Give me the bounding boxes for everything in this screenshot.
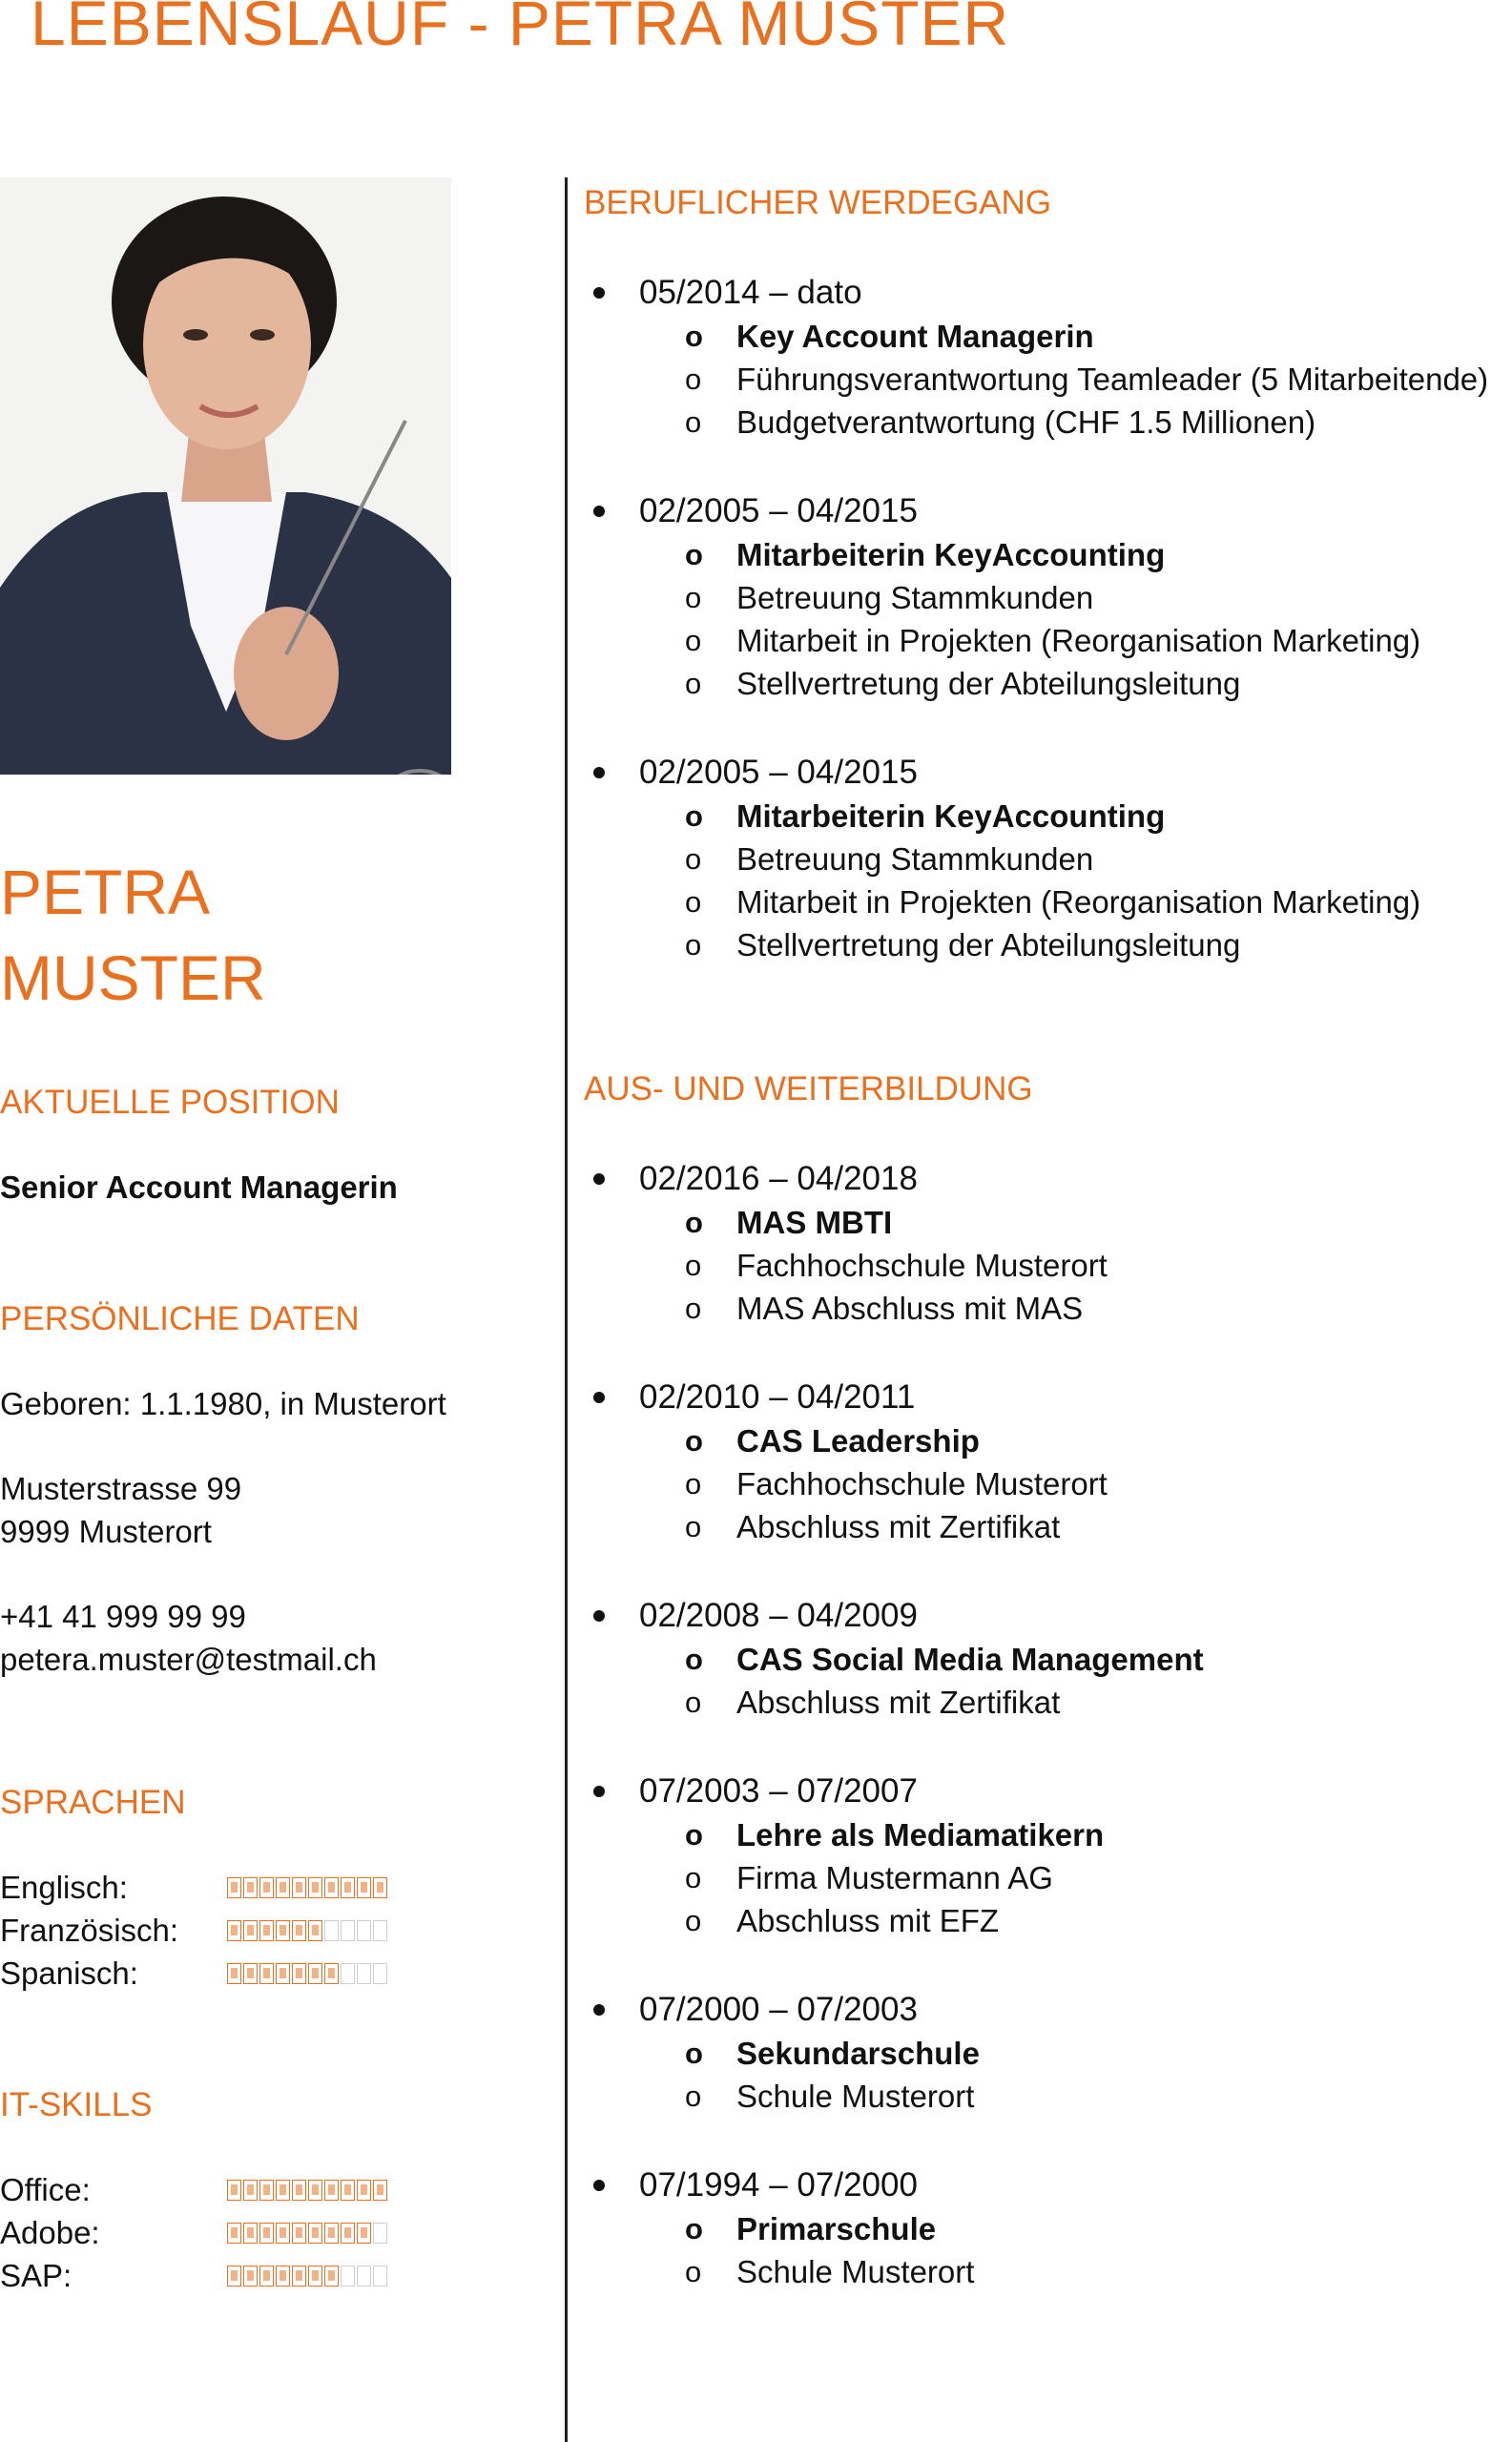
bullet-icon [593, 2004, 605, 2016]
languages-heading: SPRACHEN [0, 1784, 186, 1821]
education-entry [584, 1988, 1509, 2118]
career-date: 05/2014 – dato [639, 274, 862, 311]
education-date-line [584, 1769, 1509, 1813]
education-detail-text: Fachhochschule Musterort [736, 1247, 1108, 1283]
rating-square-icon [259, 1877, 274, 1898]
sub-bullet-icon: o [685, 580, 702, 614]
rating-square-icon [357, 1963, 371, 1984]
rating-square-icon [243, 1877, 258, 1898]
it-skill-label: SAP: [0, 2257, 72, 2293]
rating-square-icon [373, 1963, 387, 1984]
career-detail-text: Mitarbeit in Projekten (Reorganisation Marketing) [736, 883, 1421, 920]
education-detail [584, 1856, 1509, 1899]
name-first: PETRA [0, 857, 211, 927]
rating-square-icon [341, 2266, 355, 2287]
rating-square-icon [243, 1920, 258, 1941]
career-detail [584, 619, 1509, 662]
career-entry [584, 489, 1509, 705]
language-rating [227, 1963, 387, 1984]
sub-bullet-icon: o [685, 623, 702, 657]
career-detail [584, 880, 1509, 923]
education-date: 02/2016 – 04/2018 [639, 1160, 918, 1197]
career-detail-text: Mitarbeit in Projekten (Reorganisation Marketing) [736, 622, 1421, 658]
career-detail-text: Mitarbeiterin KeyAccounting [736, 797, 1166, 834]
rating-square-icon [308, 1963, 322, 1984]
rating-square-icon [227, 1963, 241, 1984]
education-date-line [584, 1157, 1509, 1201]
education-detail [584, 2250, 1509, 2293]
bullet-icon [593, 1173, 605, 1185]
sub-bullet-icon: o [685, 841, 702, 876]
rating-square-icon [276, 1963, 290, 1984]
it-skill-label: Adobe: [0, 2214, 100, 2250]
career-detail-text: Mitarbeiterin KeyAccounting [736, 536, 1166, 572]
language-label: Englisch: [0, 1869, 128, 1905]
position-heading: AKTUELLE POSITION [0, 1084, 340, 1121]
education-entry [584, 1769, 1509, 1942]
career-list [584, 271, 1509, 966]
rating-square-icon [341, 1963, 355, 1984]
rating-square-icon [324, 2266, 339, 2287]
sub-bullet-icon: o [685, 927, 702, 962]
bullet-icon [593, 287, 605, 299]
rating-square-icon [324, 1963, 339, 1984]
career-detail-text: Key Account Managerin [736, 318, 1094, 354]
education-detail [584, 1201, 1509, 1244]
sub-bullet-icon: o [685, 884, 702, 919]
phone: +41 41 999 99 99 [0, 1599, 246, 1634]
rating-square-icon [276, 1877, 290, 1898]
rating-square-icon [292, 2266, 306, 2287]
sub-bullet-icon: o [685, 1291, 702, 1325]
rating-square-icon [357, 2180, 371, 2201]
languages-list [0, 1866, 534, 1995]
rating-square-icon [308, 1877, 322, 1898]
sub-bullet-icon: o [685, 2036, 703, 2070]
rating-square-icon [292, 1963, 306, 1984]
sub-bullet-icon: o [685, 1205, 703, 1239]
city: 9999 Musterort [0, 1514, 212, 1549]
page-title: LEBENSLAUF - PETRA MUSTER [31, 0, 1010, 58]
education-detail-text: Schule Musterort [736, 2253, 975, 2289]
it-skills-list [0, 2168, 534, 2297]
sub-bullet-icon: o [685, 2079, 702, 2113]
rating-square-icon [227, 2266, 241, 2287]
bullet-icon [593, 1392, 605, 1403]
rating-square-icon [341, 2223, 355, 2244]
education-detail [584, 2032, 1509, 2075]
rating-square-icon [259, 2266, 274, 2287]
education-detail-text: Abschluss mit Zertifikat [736, 1508, 1061, 1544]
education-detail-text: Abschluss mit EFZ [736, 1902, 1000, 1938]
education-date-line [584, 1376, 1509, 1419]
sub-bullet-icon: o [685, 666, 702, 700]
rating-square-icon [373, 2223, 387, 2244]
sub-bullet-icon: o [685, 1509, 702, 1543]
career-detail-text: Stellvertretung der Abteilungsleitung [736, 665, 1241, 701]
rating-square-icon [276, 2223, 290, 2244]
education-detail-text: Lehre als Mediamatikern [736, 1816, 1105, 1852]
language-row [0, 1866, 534, 1909]
rating-square-icon [243, 2266, 258, 2287]
education-detail [584, 1287, 1509, 1330]
sub-bullet-icon: o [685, 798, 703, 833]
career-detail [584, 923, 1509, 966]
career-detail [584, 662, 1509, 705]
rating-square-icon [324, 1877, 339, 1898]
rating-square-icon [308, 1920, 322, 1941]
portrait-photo [0, 177, 451, 775]
rating-square-icon [292, 2223, 306, 2244]
education-detail [584, 1899, 1509, 1942]
rating-square-icon [243, 2223, 258, 2244]
rating-square-icon [227, 1877, 241, 1898]
education-detail [584, 1505, 1509, 1548]
sub-bullet-icon: o [685, 537, 703, 571]
education-detail [584, 2207, 1509, 2250]
rating-square-icon [227, 2180, 241, 2201]
language-rating [227, 1920, 387, 1941]
sub-bullet-icon: o [685, 362, 702, 396]
rating-square-icon [357, 2266, 371, 2287]
career-date-line [584, 489, 1509, 533]
rating-square-icon [324, 1920, 339, 1941]
rating-square-icon [292, 1920, 306, 1941]
career-detail-text: Führungsverantwortung Teamleader (5 Mitarbeitende) [736, 361, 1489, 397]
career-date-line [584, 271, 1509, 315]
rating-square-icon [373, 2180, 387, 2201]
education-heading: AUS- UND WEITERBILDUNG [584, 1070, 1033, 1107]
education-detail-text: Firma Mustermann AG [736, 1859, 1053, 1895]
education-detail-text: Abschluss mit Zertifikat [736, 1684, 1061, 1720]
sub-bullet-icon: o [685, 404, 702, 439]
education-date: 07/1994 – 07/2000 [639, 2166, 918, 2204]
rating-square-icon [227, 1920, 241, 1941]
personal-heading: PERSÖNLICHE DATEN [0, 1300, 360, 1337]
education-detail-text: Schule Musterort [736, 2078, 975, 2114]
education-detail-text: MAS MBTI [736, 1204, 893, 1240]
career-detail [584, 795, 1509, 838]
education-detail [584, 1638, 1509, 1681]
email: petera.muster@testmail.ch [0, 1642, 377, 1677]
rating-square-icon [308, 2223, 322, 2244]
education-detail-text: Primarschule [736, 2210, 937, 2246]
career-date: 02/2005 – 04/2015 [639, 754, 918, 791]
bullet-icon [593, 1786, 605, 1797]
education-detail-text: CAS Social Media Management [736, 1641, 1204, 1677]
career-entry [584, 271, 1509, 444]
sub-bullet-icon: o [685, 1860, 702, 1894]
education-detail-text: Sekundarschule [736, 2035, 980, 2071]
sub-bullet-icon: o [685, 1466, 702, 1500]
bullet-icon [593, 1610, 605, 1622]
education-detail [584, 1244, 1509, 1287]
it-skill-row [0, 2254, 534, 2297]
rating-square-icon [243, 1963, 258, 1984]
street: Musterstrasse 99 [0, 1471, 242, 1506]
sub-bullet-icon: o [685, 319, 703, 353]
career-date: 02/2005 – 04/2015 [639, 492, 918, 529]
education-date: 02/2010 – 04/2011 [639, 1378, 916, 1416]
sub-bullet-icon: o [685, 1248, 702, 1282]
rating-square-icon [357, 1877, 371, 1898]
rating-square-icon [276, 2266, 290, 2287]
it-skill-rating [227, 2223, 387, 2244]
rating-square-icon [341, 2180, 355, 2201]
career-detail [584, 533, 1509, 576]
rating-square-icon [276, 1920, 290, 1941]
career-date-line [584, 751, 1509, 795]
language-label: Spanisch: [0, 1955, 138, 1991]
education-detail-text: CAS Leadership [736, 1422, 980, 1459]
education-detail [584, 1681, 1509, 1724]
rating-square-icon [373, 1877, 387, 1898]
career-detail [584, 315, 1509, 358]
education-detail-text: Fachhochschule Musterort [736, 1465, 1108, 1501]
sub-bullet-icon: o [685, 1423, 703, 1458]
it-skill-rating [227, 2180, 387, 2201]
career-detail-text: Budgetverantwortung (CHF 1.5 Millionen) [736, 404, 1316, 440]
language-rating [227, 1877, 387, 1898]
education-detail [584, 1419, 1509, 1462]
sub-bullet-icon: o [685, 2254, 702, 2288]
language-label: Französisch: [0, 1912, 179, 1948]
rating-square-icon [373, 2266, 387, 2287]
rating-square-icon [357, 2223, 371, 2244]
education-date: 07/2003 – 07/2007 [639, 1772, 918, 1810]
sub-bullet-icon: o [685, 1685, 702, 1719]
education-entry [584, 1157, 1509, 1330]
it-skill-row [0, 2211, 534, 2254]
column-divider [565, 177, 568, 2442]
sub-bullet-icon: o [685, 2211, 703, 2245]
education-date-line [584, 2163, 1509, 2207]
career-detail-text: Betreuung Stammkunden [736, 840, 1094, 877]
language-row [0, 1909, 534, 1952]
education-date-line [584, 1594, 1509, 1638]
rating-square-icon [259, 2223, 274, 2244]
rating-square-icon [259, 1920, 274, 1941]
education-date: 02/2008 – 04/2009 [639, 1597, 918, 1634]
career-detail-text: Stellvertretung der Abteilungsleitung [736, 926, 1241, 962]
rating-square-icon [357, 1920, 371, 1941]
rating-square-icon [292, 2180, 306, 2201]
rating-square-icon [308, 2266, 322, 2287]
education-entry [584, 1376, 1509, 1548]
rating-square-icon [259, 2180, 274, 2201]
career-detail-text: Betreuung Stammkunden [736, 579, 1094, 615]
bullet-icon [593, 2180, 605, 2191]
education-detail [584, 2075, 1509, 2118]
rating-square-icon [308, 2180, 322, 2201]
rating-square-icon [227, 2223, 241, 2244]
sub-bullet-icon: o [685, 1642, 703, 1676]
career-detail [584, 358, 1509, 401]
education-detail [584, 1813, 1509, 1856]
education-detail [584, 1462, 1509, 1505]
name-last: MUSTER [0, 942, 266, 1013]
position-value: Senior Account Managerin [0, 1169, 398, 1205]
rating-square-icon [373, 1920, 387, 1941]
bullet-icon [593, 506, 605, 517]
sub-bullet-icon: o [685, 1817, 703, 1852]
education-detail-text: MAS Abschluss mit MAS [736, 1290, 1084, 1326]
career-entry [584, 751, 1509, 966]
rating-square-icon [259, 1963, 274, 1984]
it-skill-rating [227, 2266, 387, 2287]
rating-square-icon [243, 2180, 258, 2201]
education-date-line [584, 1988, 1509, 2032]
sub-bullet-icon: o [685, 1903, 702, 1937]
education-list [584, 1157, 1509, 2293]
candidate-name [0, 849, 534, 1021]
rating-square-icon [324, 2180, 339, 2201]
career-heading: BERUFLICHER WERDEGANG [584, 184, 1052, 221]
it-skills-heading: IT-SKILLS [0, 2086, 153, 2123]
rating-square-icon [276, 2180, 290, 2201]
bullet-icon [593, 767, 605, 778]
it-skill-row [0, 2168, 534, 2211]
birth-info: Geboren: 1.1.1980, in Musterort [0, 1386, 446, 1421]
education-date: 07/2000 – 07/2003 [639, 1991, 918, 2028]
career-detail [584, 576, 1509, 619]
rating-square-icon [341, 1920, 355, 1941]
career-detail [584, 401, 1509, 444]
it-skill-label: Office: [0, 2171, 91, 2207]
rating-square-icon [292, 1877, 306, 1898]
career-detail [584, 838, 1509, 880]
rating-square-icon [341, 1877, 355, 1898]
education-entry [584, 1594, 1509, 1724]
language-row [0, 1952, 534, 1995]
education-entry [584, 2163, 1509, 2293]
rating-square-icon [324, 2223, 339, 2244]
